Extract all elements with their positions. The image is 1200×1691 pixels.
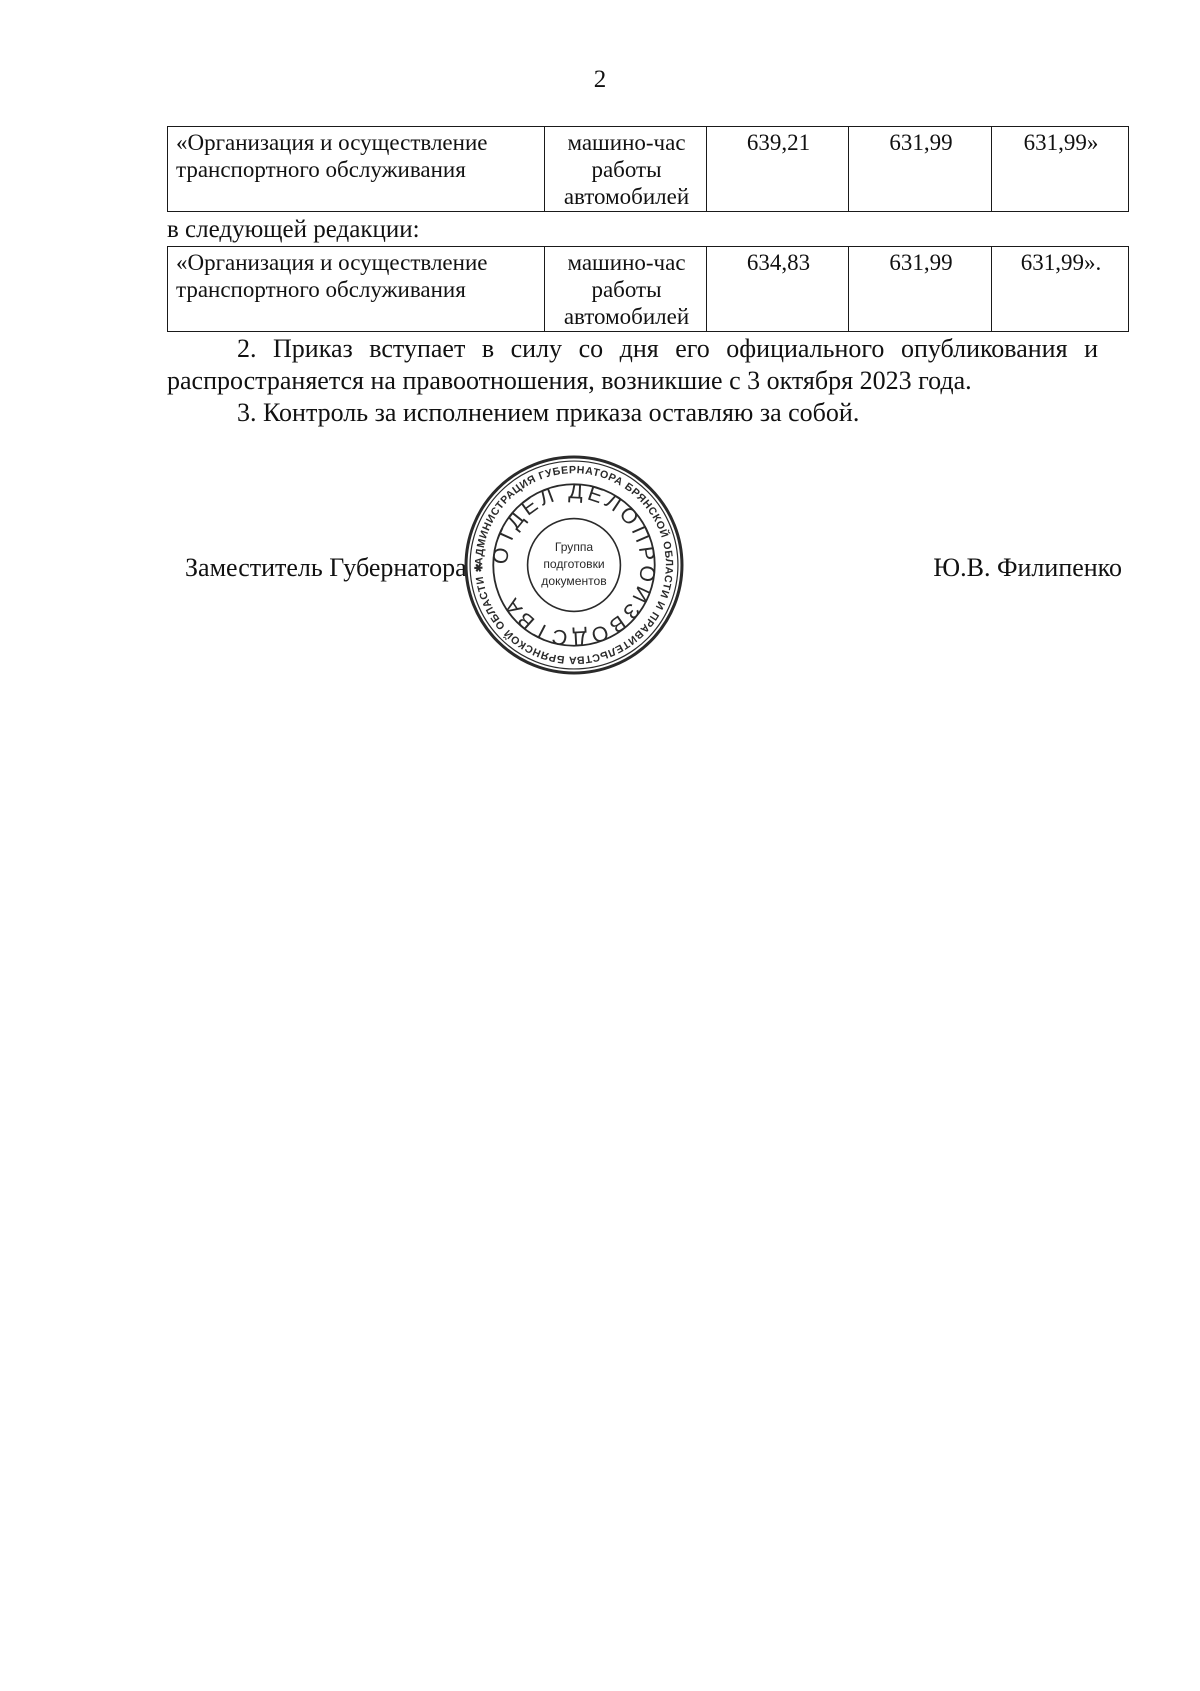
tariff-value-cell: 634,83 bbox=[707, 247, 849, 332]
unit-cell: машино-час работы автомобилей bbox=[545, 247, 707, 332]
paragraph-2 bbox=[167, 333, 1098, 397]
stamp-center-line-2: подготовки bbox=[543, 557, 605, 572]
table-row bbox=[168, 247, 1129, 332]
edition-label: в следующей редакции: bbox=[167, 216, 420, 243]
stamp-center-line-3: документов bbox=[541, 574, 607, 589]
tariff-value-cell: 631,99 bbox=[849, 247, 992, 332]
tariff-value-cell: 631,99» bbox=[992, 127, 1129, 212]
tariff-table-old bbox=[167, 126, 1129, 212]
tariff-table-new bbox=[167, 246, 1129, 332]
tariff-value-cell: 639,21 bbox=[707, 127, 849, 212]
stamp-outer-text: АДМИНИСТРАЦИЯ ГУБЕРНАТОРА БРЯНСКОЙ ОБЛАСТИ И ПРАВИТЕЛЬСТВА БРЯНСКОЙ ОБЛАСТИ ✱ bbox=[473, 464, 675, 666]
page-number: 2 bbox=[593, 66, 607, 93]
signatory-name: Ю.В. Филипенко bbox=[933, 553, 1122, 582]
service-name-cell: «Организация и осуществление транспортного обслуживания bbox=[168, 127, 545, 212]
tariff-value-cell: 631,99 bbox=[849, 127, 992, 212]
paragraph-3-text: 3. Контроль за исполнением приказа оставляю за собой. bbox=[237, 398, 860, 427]
signatory-position: Заместитель Губернатора bbox=[185, 553, 467, 582]
office-stamp bbox=[463, 454, 685, 676]
unit-cell: машино-час работы автомобилей bbox=[545, 127, 707, 212]
stamp-center-line-1: Группа bbox=[554, 539, 594, 554]
stamp-inner-text: ОТДЕЛ ДЕЛОПРОИЗВОДСТВА bbox=[488, 480, 660, 650]
tariff-value-cell: 631,99». bbox=[992, 247, 1129, 332]
service-name-cell: «Организация и осуществление транспортного обслуживания bbox=[168, 247, 545, 332]
paragraph-3 bbox=[167, 397, 1098, 429]
table-row bbox=[168, 127, 1129, 212]
paragraph-2-text: 2. Приказ вступает в силу со дня его официального опубликования и распространяется на правоотношения, возникшие с 3 октября 2023 года. bbox=[167, 334, 1098, 395]
